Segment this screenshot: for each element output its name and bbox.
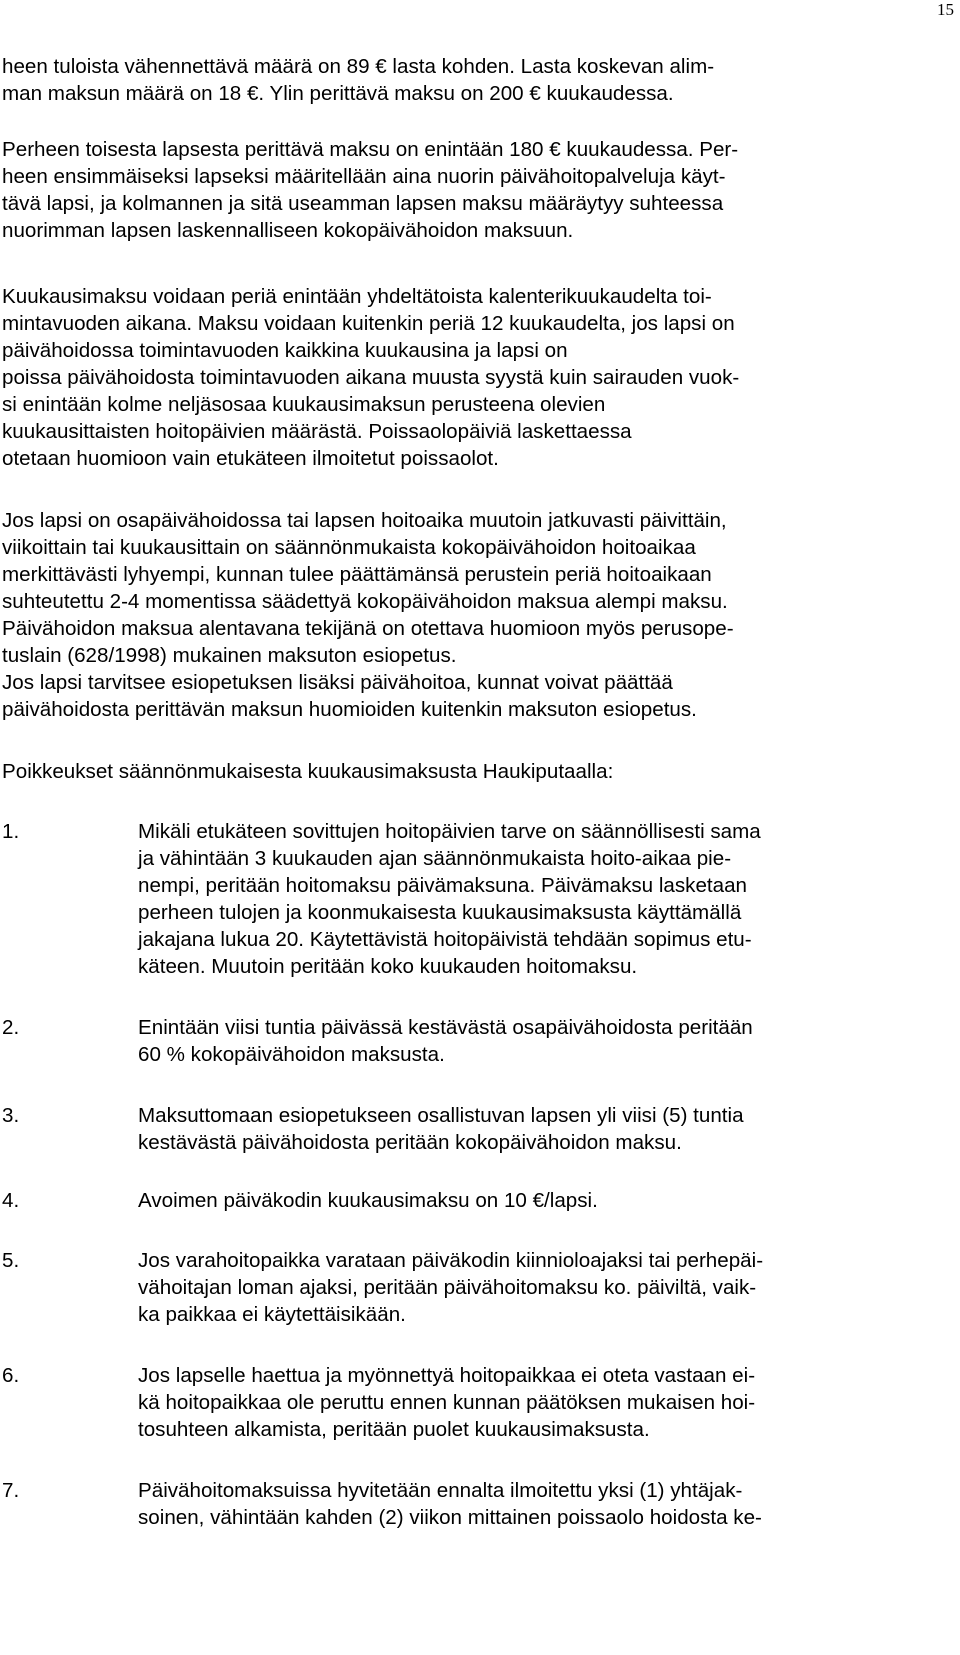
text-line: mintavuoden aikana. Maksu voidaan kuitenkin periä 12 kuukaudelta, jos lapsi on (2, 312, 735, 335)
text-line: päivähoidosta perittävän maksun huomioiden kuitenkin maksuton esiopetus. (2, 698, 697, 721)
list-number: 7. (2, 1479, 20, 1502)
text-line: vähoitajan loman ajaksi, peritään päivähoitomaksu ko. päiviltä, vaik- (138, 1276, 757, 1299)
text-line: ka paikkaa ei käytettäisikään. (138, 1303, 406, 1326)
text-line: heen tuloista vähennettävä määrä on 89 € lasta kohden. Lasta koskevan alim- (2, 55, 715, 78)
text-line: viikoittain tai kuukausittain on säännönmukaista kokopäivähoidon hoitoaikaa (2, 536, 696, 559)
text-line: suhteutettu 2-4 momentissa säädettyä kokopäivähoidon maksua alempi maksu. (2, 590, 728, 613)
list-number: 3. (2, 1104, 20, 1127)
text-line: Avoimen päiväkodin kuukausimaksu on 10 €/lapsi. (138, 1189, 598, 1212)
text-line: Jos lapselle haettua ja myönnettyä hoitopaikkaa ei oteta vastaan ei- (138, 1364, 756, 1387)
text-line: kä hoitopaikkaa ole peruttu ennen kunnan päätöksen mukaisen hoi- (138, 1391, 756, 1414)
text-line: man maksun määrä on 18 €. Ylin perittävä maksu on 200 € kuukaudessa. (2, 82, 674, 105)
text-line: Päivähoitomaksuissa hyvitetään ennalta ilmoitettu yksi (1) yhtäjak- (138, 1479, 743, 1502)
text-line: päivähoidossa toimintavuoden kaikkina kuukausina ja lapsi on (2, 339, 568, 362)
text-line: Jos lapsi on osapäivähoidossa tai lapsen hoitoaika muutoin jatkuvasti päivittäin, (2, 509, 727, 532)
text-line: tosuhteen alkamista, peritään puolet kuukausimaksusta. (138, 1418, 650, 1441)
text-line: nuorimman lapsen laskennalliseen kokopäivähoidon maksuun. (2, 219, 574, 242)
text-line: käteen. Muutoin peritään koko kuukauden hoitomaksu. (138, 955, 638, 978)
text-line: Mikäli etukäteen sovittujen hoitopäivien tarve on säännöllisesti sama (138, 820, 761, 843)
text-line: Jos lapsi tarvitsee esiopetuksen lisäksi päivähoitoa, kunnat voivat päättää (2, 671, 673, 694)
text-line: 60 % kokopäivähoidon maksusta. (138, 1043, 445, 1066)
list-number: 4. (2, 1189, 20, 1212)
text-line: heen ensimmäiseksi lapseksi määritellään aina nuorin päivähoitopalveluja käyt- (2, 165, 726, 188)
list-number: 2. (2, 1016, 20, 1039)
text-line: tuslain (628/1998) mukainen maksuton esiopetus. (2, 644, 457, 667)
page-number: 15 (937, 0, 954, 19)
text-line: ja vähintään 3 kuukauden ajan säännönmukaista hoito-aikaa pie- (138, 847, 732, 870)
list-number: 5. (2, 1249, 20, 1272)
text-line: kestävästä päivähoidosta peritään kokopäivähoidon maksu. (138, 1131, 682, 1154)
text-line: Päivähoidon maksua alentavana tekijänä on otettava huomioon myös perusope- (2, 617, 734, 640)
text-line: otetaan huomioon vain etukäteen ilmoitetut poissaolot. (2, 447, 499, 470)
text-line: si enintään kolme neljäsosaa kuukausimaksun perusteena olevien (2, 393, 606, 416)
text-line: Kuukausimaksu voidaan periä enintään yhdeltätoista kalenterikuukaudelta toi- (2, 285, 712, 308)
text-line: kuukausittaisten hoitopäivien määrästä. Poissaolopäiviä laskettaessa (2, 420, 632, 443)
text-line: Enintään viisi tuntia päivässä kestävästä osapäivähoidosta peritään (138, 1016, 753, 1039)
text-line: poissa päivähoidosta toimintavuoden aikana muusta syystä kuin sairauden vuok- (2, 366, 740, 389)
text-line: Perheen toisesta lapsesta perittävä maksu on enintään 180 € kuukaudessa. Per- (2, 138, 739, 161)
text-line: nempi, peritään hoitomaksu päivämaksuna. Päivämaksu lasketaan (138, 874, 747, 897)
text-line: Maksuttomaan esiopetukseen osallistuvan lapsen yli viisi (5) tuntia (138, 1104, 744, 1127)
text-line: perheen tulojen ja koonmukaisesta kuukausimaksusta käyttämällä (138, 901, 742, 924)
list-number: 6. (2, 1364, 20, 1387)
list-number: 1. (2, 820, 20, 843)
text-line: jakajana lukua 20. Käytettävistä hoitopäivistä tehdään sopimus etu- (138, 928, 752, 951)
text-line: merkittävästi lyhyempi, kunnan tulee päättämänsä perustein periä hoitoaikaan (2, 563, 712, 586)
text-line: tävä lapsi, ja kolmannen ja sitä useamman lapsen maksu määräytyy suhteessa (2, 192, 724, 215)
text-line: Poikkeukset säännönmukaisesta kuukausimaksusta Haukiputaalla: (2, 760, 614, 783)
text-line: soinen, vähintään kahden (2) viikon mittainen poissaolo hoidosta ke- (138, 1506, 762, 1529)
text-line: Jos varahoitopaikka varataan päiväkodin kiinnioloajaksi tai perhepäi- (138, 1249, 764, 1272)
